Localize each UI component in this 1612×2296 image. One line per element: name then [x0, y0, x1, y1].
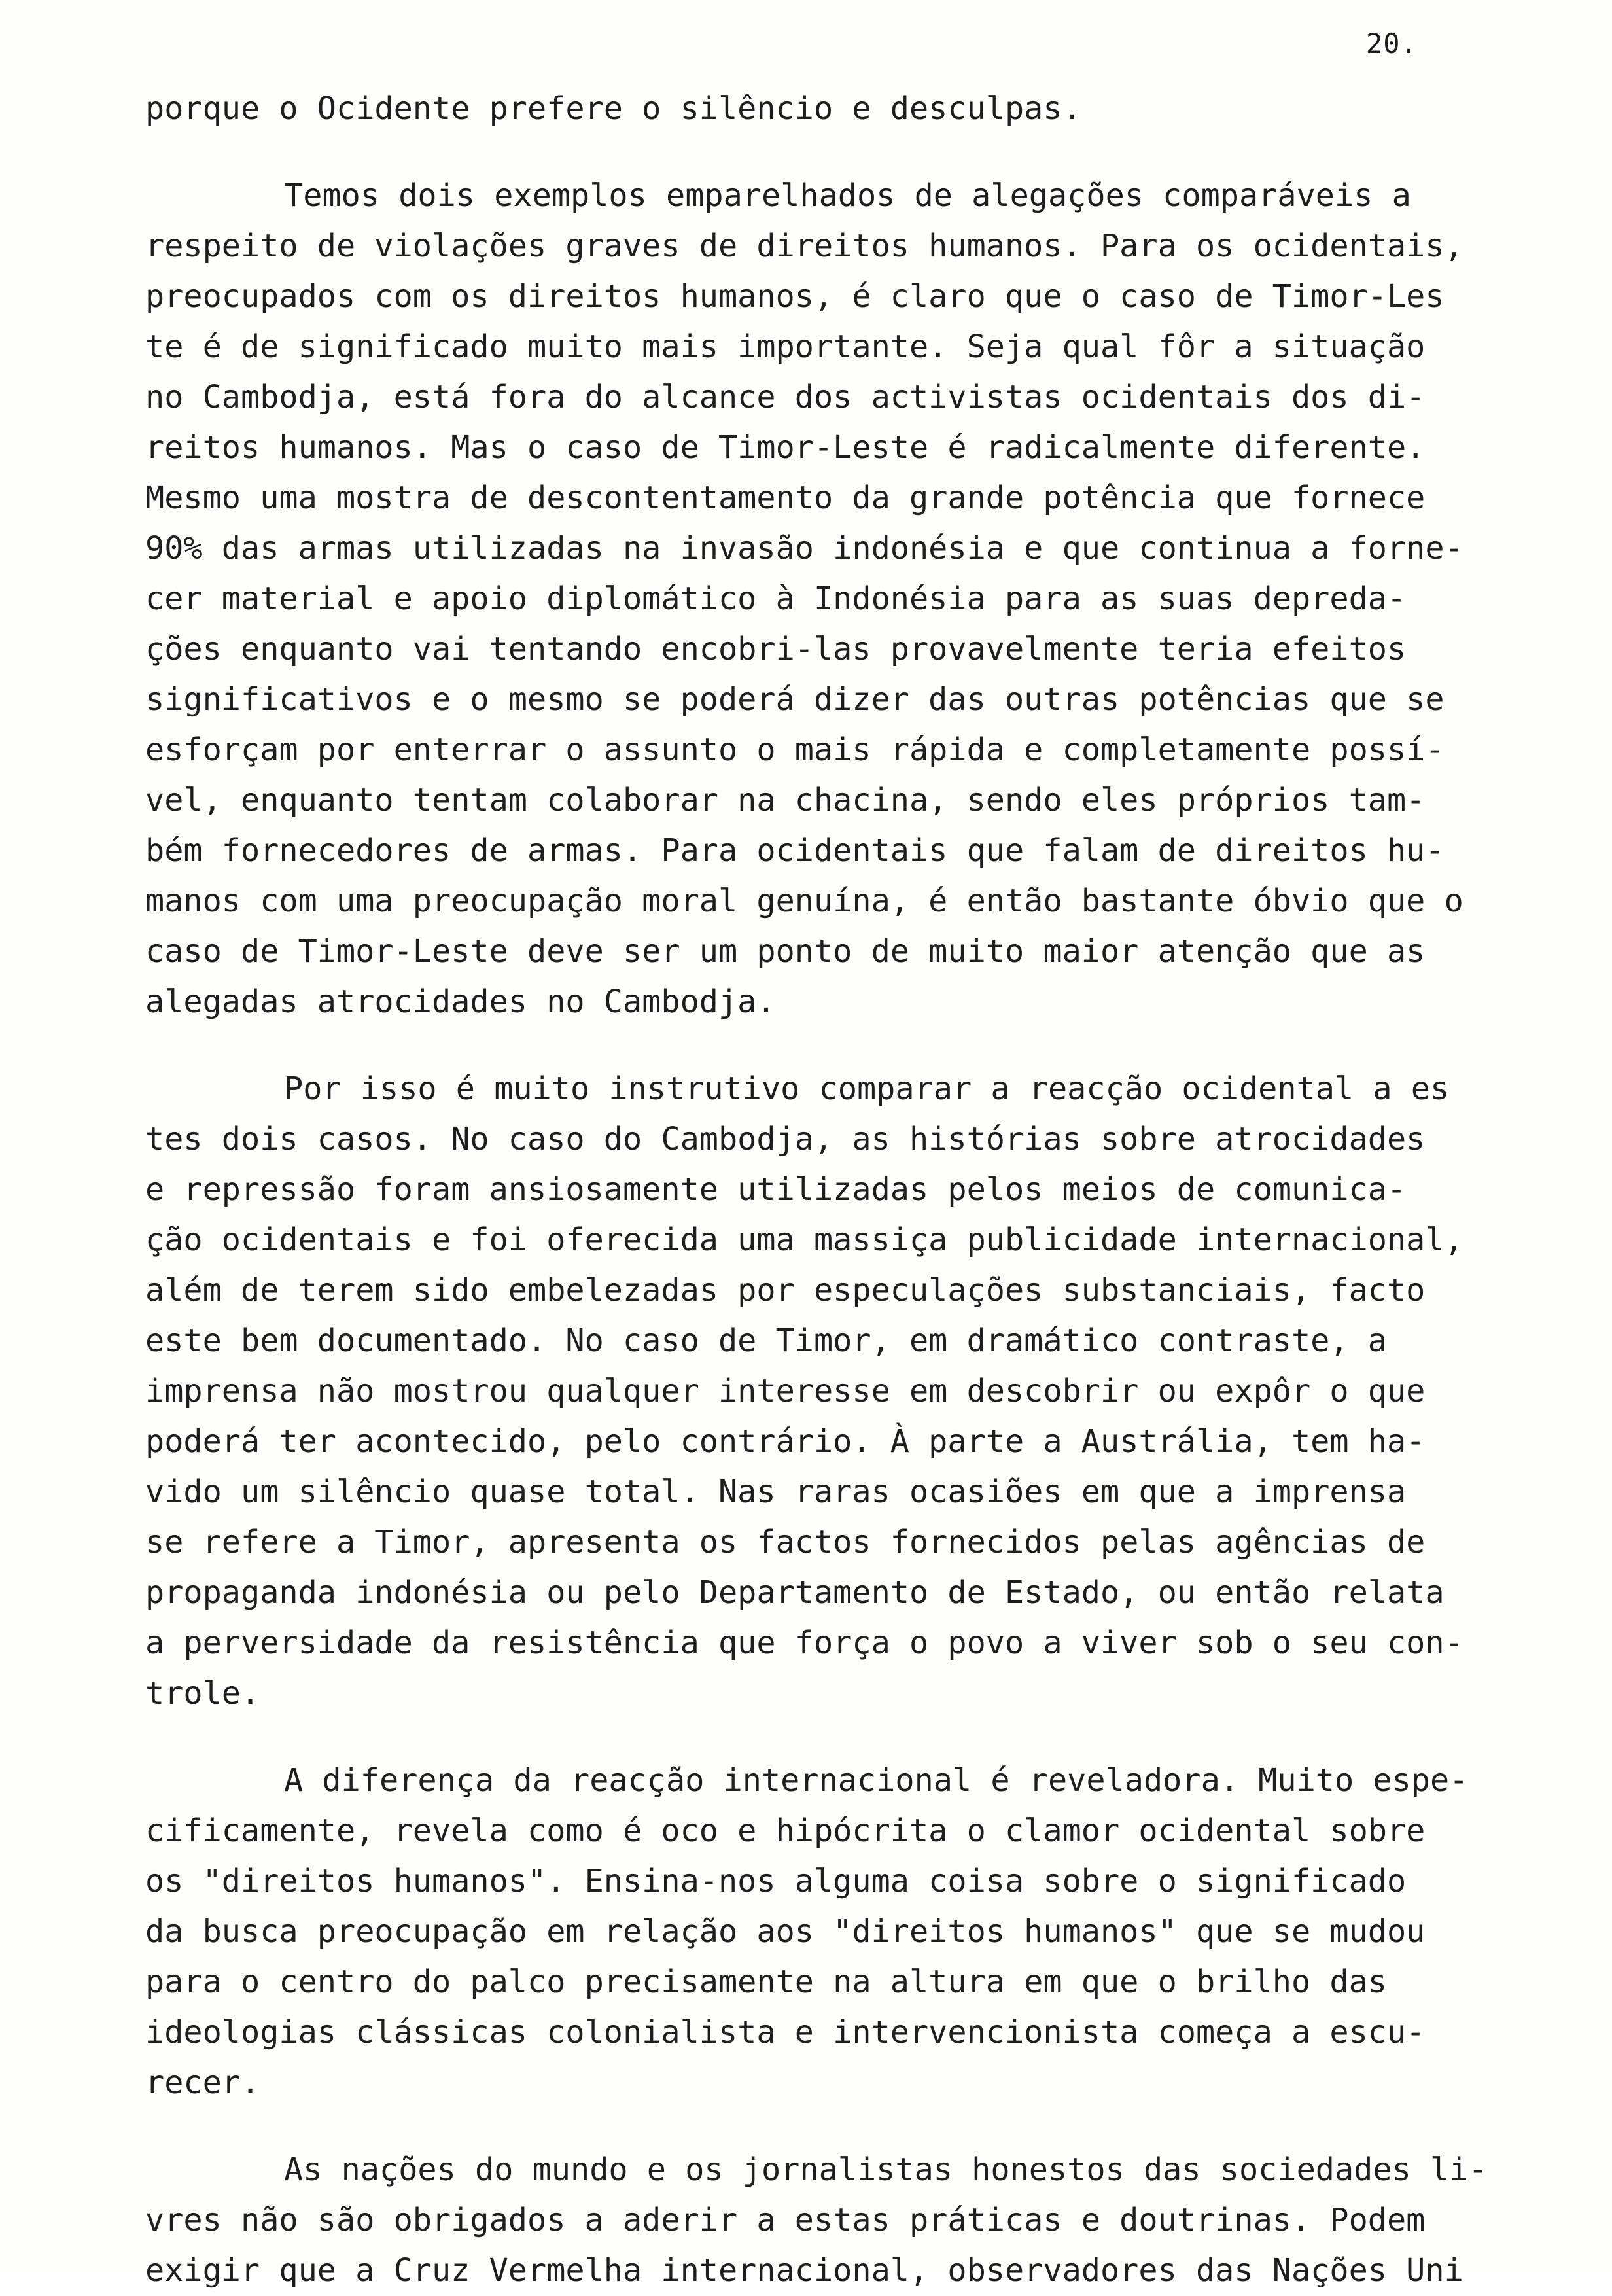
text-line: vres não são obrigados a aderir a estas práticas e doutrinas. Podem	[145, 2202, 1426, 2238]
text-line: te é de significado muito mais importante. Seja qual fôr a situação	[145, 328, 1426, 365]
paragraph	[145, 84, 1552, 134]
text-line: imprensa não mostrou qualquer interesse em descobrir ou expôr o que	[145, 1373, 1426, 1409]
text-line: este bem documentado. No caso de Timor, em dramático contraste, a	[145, 1322, 1387, 1359]
document-body	[145, 84, 1552, 2296]
text-line: Por isso é muito instrutivo comparar a reacção ocidental a es	[284, 1070, 1450, 1107]
text-line: exigir que a Cruz Vermelha internacional, observadores das Nações Uni	[145, 2252, 1463, 2289]
paragraph	[145, 1064, 1552, 1719]
text-line: a perversidade da resistência que força o povo a viver sob o seu con-	[145, 1625, 1463, 1661]
text-line: As nações do mundo e os jornalistas honestos das sociedades li-	[284, 2151, 1488, 2188]
text-line: reitos humanos. Mas o caso de Timor-Leste é radicalmente diferente.	[145, 429, 1426, 466]
text-line: caso de Timor-Leste deve ser um ponto de muito maior atenção que as	[145, 933, 1426, 970]
text-line: ideologias clássicas colonialista e intervencionista começa a escu-	[145, 2014, 1426, 2051]
text-line: para o centro do palco precisamente na altura em que o brilho das	[145, 1964, 1387, 2000]
text-line: A diferença da reacção internacional é reveladora. Muito espe-	[284, 1762, 1469, 1799]
text-line: manos com uma preocupação moral genuína, é então bastante óbvio que o	[145, 883, 1463, 919]
text-line: ções enquanto vai tentando encobri-las provavelmente teria efeitos	[145, 631, 1407, 667]
text-line: no Cambodja, está fora do alcance dos activistas ocidentais dos di-	[145, 379, 1426, 415]
text-line: além de terem sido embelezadas por especulações substanciais, facto	[145, 1272, 1426, 1309]
text-line: 90% das armas utilizadas na invasão indonésia e que continua a forne-	[145, 530, 1463, 567]
text-line: recer.	[145, 2064, 260, 2101]
text-line: significativos e o mesmo se poderá dizer das outras potências que se	[145, 681, 1445, 718]
text-line: propaganda indonésia ou pelo Departamento de Estado, ou então relata	[145, 1574, 1445, 1611]
text-line: cificamente, revela como é oco e hipócrita o clamor ocidental sobre	[145, 1812, 1426, 1849]
paragraph	[145, 2145, 1552, 2296]
text-line: vel, enquanto tentam colaborar na chacina, sendo eles próprios tam-	[145, 782, 1426, 819]
text-line: poderá ter acontecido, pelo contrário. À parte a Austrália, tem ha-	[145, 1423, 1426, 1460]
text-line: Mesmo uma mostra de descontentamento da grande potência que fornece	[145, 480, 1426, 516]
text-line: respeito de violações graves de direitos humanos. Para os ocidentais,	[145, 228, 1463, 264]
text-line: cer material e apoio diplomático à Indonésia para as suas depreda-	[145, 580, 1407, 617]
text-line: ção ocidentais e foi oferecida uma massiça publicidade internacional,	[145, 1222, 1463, 1258]
text-line: porque o Ocidente prefere o silêncio e desculpas.	[145, 90, 1081, 127]
paragraph	[145, 171, 1552, 1027]
text-line: se refere a Timor, apresenta os factos fornecidos pelas agências de	[145, 1524, 1426, 1561]
text-line: vido um silêncio quase total. Nas raras ocasiões em que a imprensa	[145, 1474, 1407, 1510]
text-line: bém fornecedores de armas. Para ocidentais que falam de direitos hu-	[145, 832, 1445, 869]
text-line: os "direitos humanos". Ensina-nos alguma coisa sobre o significado	[145, 1863, 1407, 1899]
text-line: esforçam por enterrar o assunto o mais rápida e completamente possí-	[145, 732, 1445, 768]
text-line: da busca preocupação em relação aos "direitos humanos" que se mudou	[145, 1913, 1426, 1950]
page-number: 20.	[1366, 27, 1418, 60]
paragraph	[145, 1756, 1552, 2108]
text-line: trole.	[145, 1675, 260, 1712]
text-line: Temos dois exemplos emparelhados de alegações comparáveis a	[284, 177, 1411, 214]
text-line: alegadas atrocidades no Cambodja.	[145, 983, 776, 1020]
text-line: tes dois casos. No caso do Cambodja, as histórias sobre atrocidades	[145, 1121, 1426, 1157]
text-line: e repressão foram ansiosamente utilizadas pelos meios de comunica-	[145, 1171, 1407, 1208]
text-line: preocupados com os direitos humanos, é claro que o caso de Timor-Les	[145, 278, 1445, 315]
